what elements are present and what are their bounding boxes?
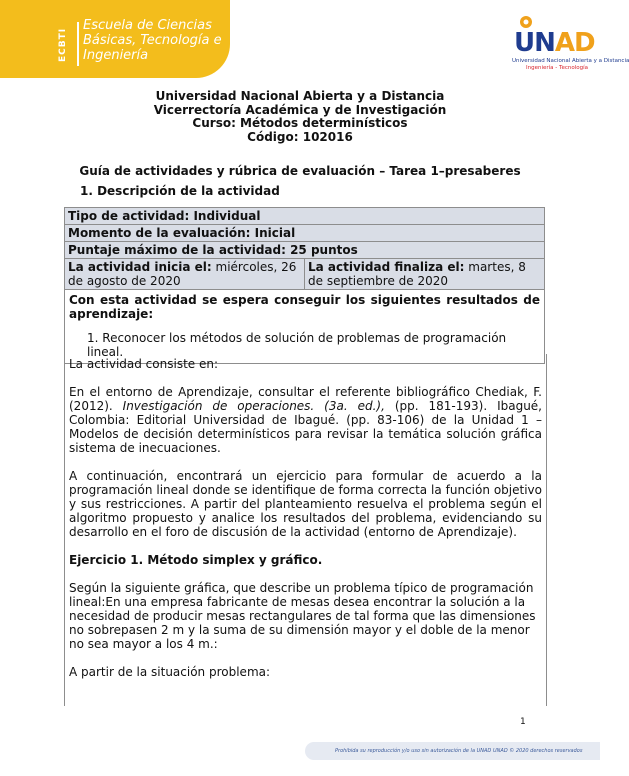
logo-tagline: Ingeniería - Tecnología [526,65,588,71]
logo-text: UNAD [514,28,595,58]
start-date: La actividad inicia el: miércoles, 26 de agosto de 2020 [65,259,305,290]
activity-description [64,354,547,706]
reference-paragraph: En el entorno de Aprendizaje, consultar el referente bibliográfico Chediak, F. (2012). Investigación de operaciones. (3a. ed.), (pp. 181-193). Ibagué, Colombia: Editorial Universidad de Ibagué. (pp. 83-106) de la Unidad 1 – Modelos de decisión determinísticos para revisar la temática solución gráfica sistema de inecuaciones. [69,385,542,455]
exercise-heading: Ejercicio 1. Método simplex y gráfico. [69,553,323,567]
learning-result-item: 1. Reconocer los métodos de solución de problemas de programación lineal. [87,331,507,359]
evaluation-moment: Momento de la evaluación: Inicial [65,225,545,242]
footer-banner [305,742,600,760]
school-name: Escuela de Ciencias Básicas, Tecnología e Ingeniería [83,18,222,63]
learning-results: Con esta actividad se espera conseguir los siguientes resultados de aprendizaje: 1. Reconocer los métodos de solución de problemas de programación lineal. [65,290,545,364]
activity-type: Tipo de actividad: Individual [65,208,545,225]
situation-text: A partir de la situación problema: [69,665,271,679]
unad-logo [506,12,629,72]
ecbti-label: ECBTI [58,22,74,68]
problem-paragraph: Según la siguiente gráfica, que describe un problema típico de programación lineal:En una empresa fabricante de mesas desea encontrar la solución a la necesidad de producir mesas rectangulares de tal forma que las dimensiones no sobrepasen 2 m y la suma de su dimensión mayor y el doble de la menor no sea mayor a los 4 m.: [69,581,536,651]
document-title: Universidad Nacional Abierta y a Distancia Vicerrectoría Académica y de Investigación Curso: Métodos determinísticos Código: 102016 [153,89,447,144]
header-banner [0,0,230,78]
footer-copyright-notice: Prohibida su reproducción y/o uso sin autorización de la UNAD [335,748,492,754]
end-date: La actividad finaliza el: martes, 8 de septiembre de 2020 [305,259,545,290]
page-number: 1 [520,717,526,727]
max-score: Puntaje máximo de la actividad: 25 puntos [65,242,545,259]
activity-table [64,207,545,364]
header-divider [77,22,79,66]
footer-rights: UNAD © 2020 derechos reservados [493,748,583,754]
intro-text: La actividad consiste en: [69,357,218,371]
logo-subtitle: Universidad Nacional Abierta y a Distancia [512,58,629,64]
instructions-paragraph: A continuación, encontrará un ejercicio para formular de acuerdo a la programación lineal donde se identifique de forma correcta la función objetivo y sus restricciones. A partir del planteamiento resuelva el problema según el algoritmo propuesto y analice los resultados del problema, evidenciando su desarrollo en el foro de discusión de la actividad (entorno de Aprendizaje). [69,469,542,539]
guide-title: Guía de actividades y rúbrica de evaluación – Tarea 1–presaberes [79,164,521,178]
section-title: 1. Descripción de la actividad [80,184,280,198]
